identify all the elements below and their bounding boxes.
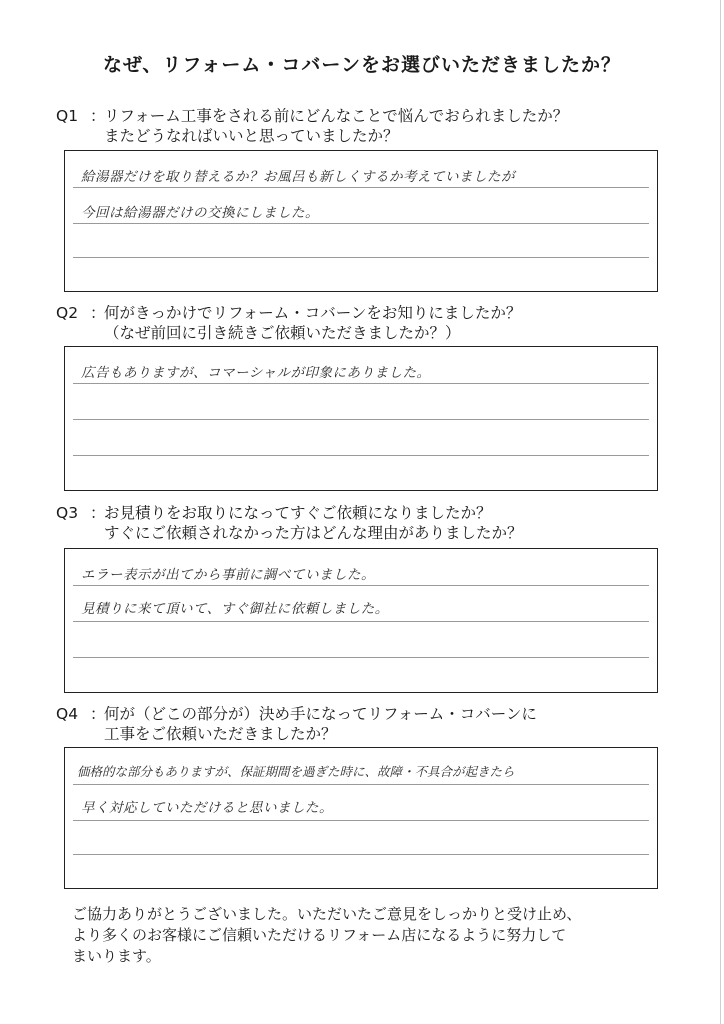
question-label: Q4 — [56, 705, 79, 723]
question-text-line1: 何が（どこの部分が）決め手になってリフォーム・コバーンに — [104, 705, 537, 723]
ruled-line — [73, 784, 649, 785]
answer-box-2 — [64, 346, 658, 491]
closing-line: より多くのお客様にご信頼いただけるリフォーム店になるように努力して — [72, 926, 567, 944]
question-text-line1: リフォーム工事をされる前にどんなことで悩んでおられましたか？ — [104, 107, 569, 125]
ruled-line — [73, 657, 649, 658]
question-text-line2: すぐにご依頼されなかった方はどんな理由がありましたか？ — [104, 524, 523, 542]
answer-box-1 — [64, 150, 658, 292]
question-text-line1: お見積りをお取りになってすぐご依頼になりましたか？ — [104, 504, 492, 522]
question-label: Q2 — [56, 304, 79, 322]
handwritten-answer: 広告もありますが、コマーシャルが印象にありました。 — [81, 365, 431, 381]
ruled-line — [73, 419, 649, 420]
question-2 — [56, 303, 521, 343]
question-3 — [56, 503, 523, 543]
ruled-line — [73, 187, 649, 188]
closing-line: ご協力ありがとうございました。いただいたご意見をしっかりと受け止め、 — [72, 905, 582, 923]
question-1 — [56, 106, 568, 146]
ruled-line — [73, 820, 649, 821]
page-title: なぜ、リフォーム・コバーンをお選びいただきましたか？ — [102, 54, 622, 76]
answer-box-4 — [64, 747, 658, 889]
ruled-line — [73, 223, 649, 224]
ruled-line — [73, 854, 649, 855]
question-label: Q1 — [56, 107, 79, 125]
handwritten-answer: 給湯器だけを取り替えるか？お風呂も新しくするか考えていましたが — [81, 169, 515, 185]
question-label: Q3 — [56, 504, 79, 522]
handwritten-answer: 見積りに来て頂いて、すぐ御社に依頼しました。 — [81, 601, 389, 617]
handwritten-answer: 価格的な部分もありますが、保証期間を過ぎた時に、故障・不具合が起きたら — [77, 764, 515, 779]
question-text-line2: 工事をご依頼いただきましたか？ — [104, 725, 337, 743]
question-colon: ： — [90, 107, 106, 125]
question-colon: ： — [90, 705, 106, 723]
handwritten-answer: エラー表示が出てから事前に調べていました。 — [81, 567, 375, 583]
question-text-line2: またどうなればいいと思っていましたか？ — [104, 127, 399, 145]
question-colon: ： — [90, 304, 106, 322]
ruled-line — [73, 621, 649, 622]
handwritten-answer: 今回は給湯器だけの交換にしました。 — [81, 205, 319, 221]
question-4 — [56, 704, 537, 744]
ruled-line — [73, 257, 649, 258]
question-text-line2: （なぜ前回に引き続きご依頼いただきましたか？） — [104, 324, 461, 342]
closing-line: まいります。 — [72, 947, 161, 965]
question-colon: ： — [90, 504, 106, 522]
scan-edge — [720, 0, 721, 1024]
closing-message — [72, 904, 672, 967]
handwritten-answer: 早く対応していただけると思いました。 — [81, 800, 333, 816]
answer-box-3 — [64, 548, 658, 693]
ruled-line — [73, 383, 649, 384]
ruled-line — [73, 585, 649, 586]
question-text-line1: 何がきっかけでリフォーム・コバーンをお知りにましたか？ — [104, 304, 522, 322]
ruled-line — [73, 455, 649, 456]
